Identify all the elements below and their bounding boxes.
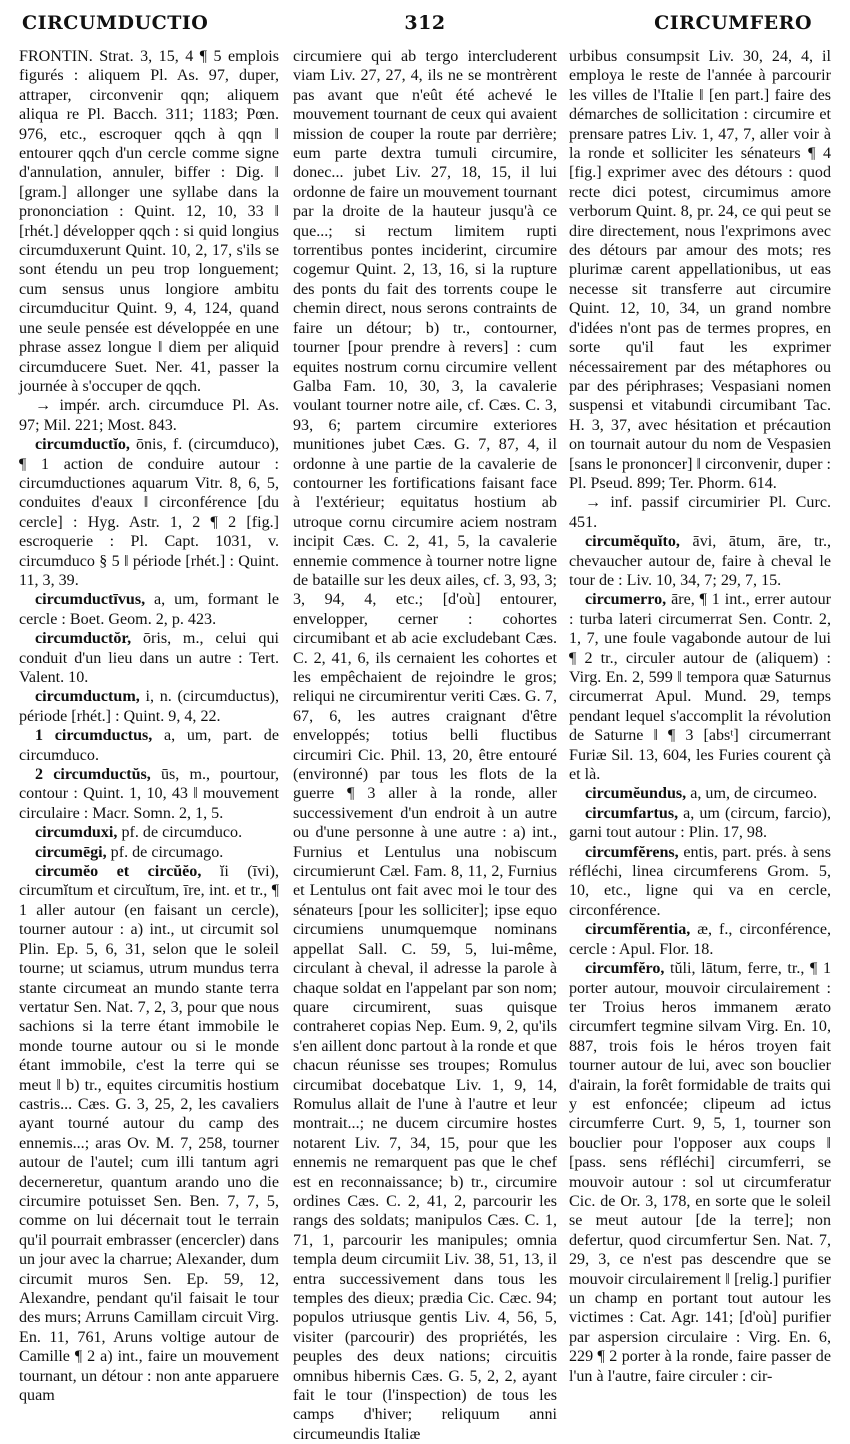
entry-text: → inf. passif circumirier Pl. Curc. 451. <box>569 494 831 531</box>
entry-lemma: circumĕquĭto, <box>585 533 680 551</box>
entry-text: āre, ¶ 1 int., errer autour : turba lateri circumerrat Sen. Contr. 2, 1, 7, une foule vagabonde autour de lui ¶ 2 tr., circuler autour de (aliquem) : Virg. En. 2, 599 ‖ tempora quæ Saturnus circumerrat Apul. Mund. 29, temps pendant lequel s'accomplit la révolution de Saturne ‖ ¶ 3 [absᵗ] circumerrant Furiæ Sil. 13, 604, les Furies courent çà et là. <box>569 591 831 784</box>
column-3 <box>569 47 831 1385</box>
column-2 <box>293 47 557 1443</box>
dictionary-entry <box>569 532 831 590</box>
entry-lemma: circumfĕrens, <box>585 843 679 861</box>
dictionary-entry <box>569 784 831 803</box>
entry-lemma: 2 circumductŭs, <box>35 766 151 784</box>
entry-text: a, um, formant le cercle : Boet. Geom. 2, p. 423. <box>19 591 279 628</box>
entry-lemma: circumfĕro, <box>585 960 665 978</box>
dictionary-entry <box>569 804 831 843</box>
entry-text: æ, f., circonférence, cercle : Apul. Flor. 18. <box>569 921 831 958</box>
left-running-headword: CIRCUMDUCTIO <box>22 12 209 34</box>
entry-text: FRONTIN. Strat. 3, 15, 4 ¶ 5 emplois figurés : aliquem Pl. As. 97, duper, attraper, circonvenir qqn; aliquem aliqua re Pl. Bacch. 311; 1183; Pœn. 976, etc., escroquer qqch à qqn ‖ entourer qqch d'un cercle comme signe d'annulation, annuler, biffer : Dig. ‖ [gram.] allonger une syllabe dans la prononciation : Quint. 12, 10, 33 ‖ [rhét.] développer qqch : si quid longius circumduxerunt Quint. 10, 2, 17, s'ils se sont étendu un peu trop longuement; cum sensus unus longiore ambitu circumducitur Quint. 9, 4, 124, quand une seule pensée est développée en une phrase assez longue ‖ diem per aliquid circumducere Suet. Ner. 41, passer la journée à s'occuper de qqch. <box>19 48 279 395</box>
dictionary-entry <box>19 435 279 590</box>
dictionary-entry <box>19 843 279 862</box>
dictionary-entry <box>19 47 279 396</box>
dictionary-entry <box>569 590 831 784</box>
entry-lemma: circumĕo et circŭĕo, <box>35 863 202 881</box>
dictionary-entry <box>293 47 557 1444</box>
entry-lemma: circumfĕrentia, <box>585 921 691 939</box>
entry-text: tŭli, lātum, ferre, tr., ¶ 1 porter autour, mouvoir circulairement : ter Troius heros immanem ærato circumfert tegmine silvam Virg. En. 10, 887, trois fois le héros troyen fait tourner autour de lui, avec son bouclier d'airain, la forêt formidable de traits qui y est enfoncée; clipeum ad ictus circumferre Curt. 9, 5, 1, tourner son bouclier pour l'opposer aux coups ‖ [pass. sens réfléchi] circumferri, se mouvoir autour : sol ut circumferatur Cic. de Or. 3, 178, en sorte que le soleil se meut autour [de la terre]; non defertur, quod circumfertur Sen. Nat. 7, 29, 3, ce n'est pas descendre que se mouvoir circulairement ‖ [relig.] purifier un champ en portant tout autour les victimes : Cat. Agr. 141; [d'où] purifier par aspersion circulaire : Virg. En. 6, 229 ¶ 2 porter à la ronde, faire passer de l'un à l'autre, faire circuler : cir- <box>569 960 831 1385</box>
entry-text: a, um, de circumeo. <box>686 785 818 803</box>
entry-text: ūs, m., pourtour, contour : Quint. 1, 10, 43 ‖ mouvement circulaire : Macr. Somn. 2, 1, 5. <box>19 766 279 822</box>
entry-text: ĭi (īvi), circumĭtum et circuĭtum, īre, int. et tr., ¶ 1 aller autour (en faisant un cercle), tourner autour : a) int., ut circumit sol Plin. Ep. 5, 6, 31, selon que le soleil tourne; ut sciamus, utrum mundus terra stante circumeat an mundo stante terra vertatur Sen. Nat. 7, 2, 3, pour que nous sachions si la terre étant immobile le monde tourne autour ou si le monde étant immobile, c'est la terre qui se meut ‖ b) tr., equites circumitis hostium castris... Cæs. G. 3, 25, 2, les cavaliers ayant tourné autour du camp des ennemis...; aras Ov. M. 7, 258, tourner autour de l'autel; cum illi tantum agri decerneretur, quantum arando uno die circumire potuisset Sen. Ben. 7, 7, 5, comme on lui décernait tout le terrain qu'il pourrait embrasser (encercler) dans un jour avec la charrue; Alexander, dum circumit muros Sen. Ep. 59, 12, Alexandre, pendant qu'il faisait le tour des murs; Arruns Camillam circuit Virg. En. 11, 761, Aruns voltige autour de Camille ¶ 2 a) int., faire un mouvement tournant, un détour : non ante apparuere quam <box>19 863 279 1405</box>
entry-text: entis, part. prés. à sens réfléchi, linea circumferens Grom. 5, 10, etc., ligne qui va en cercle, circonférence. <box>569 843 831 919</box>
entry-text: circumiere qui ab tergo intercluderent viam Liv. 27, 27, 4, ils ne se montrèrent pas avant que n'eût été achevé le mouvement tournant de ceux qui avaient mission de couper la route par derrière; eum parte dextra tumuli circumire, donec... jubet Liv. 27, 18, 15, il lui ordonne de faire un mouvement tournant par la droite de la hauteur jusqu'à ce que...; si rectum limitem rupti torrentibus pontes inciderint, circumire cogemur Quint. 2, 13, 16, si la rupture des ponts du fait des torrents coupe le chemin direct, nous serons contraints de faire un détour; b) tr., contourner, tourner [pour prendre à revers] : cum equites nostrum cornu circumire vellent Galba Fam. 10, 30, 3, la cavalerie voulant tourner notre aile, cf. Cæs. C. 3, 93, 6; partem circumire exteriores munitiones jubet Cæs. G. 7, 87, 4, il ordonne à une partie de la cavalerie de contourner les fortifications faisant face à l'extérieur; equitatus hostium ab utroque cornu circumire aciem nostram incipit Cæs. C. 2, 41, 5, la cavalerie ennemie commence à tourner notre ligne de bataille sur les deux ailes, cf. 3, 93, 3; 3, 94, 4, etc.; [d'où] entourer, envelopper, cerner : cohortes circumibant et ab acie excludebant Cæs. C. 2, 41, 6, ils cernaient les cohortes et les empêchaient de rejoindre le gros; reliqui ne circumirentur veriti Cæs. G. 7, 67, 6, les autres craignant d'être enveloppés; totius belli fluctibus circumiri Cic. Phil. 13, 20, être entouré (environné) par tous les flots de la guerre ¶ 3 aller à la ronde, aller successivement d'un endroit à un autre ou d'une personne à une autre : a) int., Furnius et Lentulus una nobiscum circumierunt Cæl. Fam. 8, 11, 2, Furnius et Lentulus ont fait avec moi le tour des sénateurs [pour les solliciter]; ipse equo circumiens unumquemque nominans appellat Sall. C. 59, 5, lui-même, circulant à cheval, il adresse la parole à chaque soldat en l'appelant par son nom; quare circumirent, suas quisque contraheret copias Nep. Eum. 9, 2, qu'ils s'en aillent donc partout à la ronde et que chacun réunisse ses troupes; Romulus circumibat docebatque Liv. 1, 9, 14, Romulus allait de l'une à l'autre et leur montrait...; ne ducem circumire hostes notarent Liv. 7, 34, 15, pour que les ennemis ne remarquent pas que le chef est en reconnaissance; b) tr., circumire ordines Cæs. C. 2, 41, 2, parcourir les rangs des soldats; manipulos Cæs. C. 1, 71, 1, parcourir les manipules; omnia templa deum circumiit Liv. 38, 51, 13, il entra successivement dans tous les temples des dieux; prædia Cic. Cæc. 94; populos utriusque gentis Liv. 4, 56, 5, visiter (parcourir) des propriétés, les peuples des deux nations; circuitis omnibus hibernis Cæs. G. 5, 2, 2, ayant fait le tour (l'inspection) de tous les camps d'hiver; reliquum anni circumeundis Italiæ <box>293 48 557 1443</box>
entry-lemma: circumduxi, <box>35 824 118 842</box>
entry-text: ōnis, f. (circumduco), ¶ 1 action de conduire autour : circumductiones aquarum Vitr. 8, 6, 5, conduites d'eaux ‖ circonférence [du cercle] : Hyg. Astr. 1, 2 ¶ 2 [fig.] escroquerie : Pl. Capt. 1031, v. circumduco § 5 ‖ période [rhét.] : Quint. 11, 3, 39. <box>19 436 279 589</box>
entry-lemma: circumductŏr, <box>35 630 132 648</box>
entry-text: āvi, ātum, āre, tr., chevaucher autour de, faire à cheval le tour de : Liv. 10, 34, 7; 29, 7, 15. <box>569 533 831 589</box>
entry-text: ōris, m., celui qui conduit d'un lieu dans un autre : Tert. Valent. 10. <box>19 630 279 686</box>
entry-text: a, um (circum, farcio), garni tout autour : Plin. 17, 98. <box>569 804 831 842</box>
dictionary-entry <box>569 843 831 921</box>
entry-lemma: circumēgi, <box>35 843 107 861</box>
page-number: 312 <box>404 12 446 34</box>
column-1 <box>19 47 279 1405</box>
dictionary-entry <box>19 687 279 726</box>
entry-text: i, n. (circumductus), période [rhét.] : Quint. 9, 4, 22. <box>19 688 279 725</box>
dictionary-entry <box>569 47 831 493</box>
dictionary-entry <box>569 493 831 532</box>
dictionary-entry <box>19 726 279 765</box>
right-running-headword: CIRCUMFERO <box>654 12 812 34</box>
dictionary-entry <box>19 590 279 629</box>
page-header <box>0 0 850 44</box>
entry-text: a, um, part. de circumduco. <box>19 727 279 764</box>
dictionary-entry <box>19 629 279 687</box>
dictionary-entry <box>19 862 279 1405</box>
entry-text: pf. de circumduco. <box>117 824 243 842</box>
entry-lemma: 1 circumductus, <box>35 727 153 745</box>
dictionary-entry <box>19 396 279 435</box>
entry-lemma: circumductīvus, <box>35 591 146 609</box>
entry-lemma: circumductum, <box>35 688 140 706</box>
entry-lemma: circumerro, <box>585 591 667 609</box>
dictionary-entry <box>569 959 831 1386</box>
entry-lemma: circumfartus, <box>585 804 679 822</box>
entry-text: urbibus consumpsit Liv. 30, 24, 4, il employa le reste de l'année à parcourir les villes de l'Italie ‖ [en part.] faire des démarches de sollicitation : circumire et prensare patres Liv. 1, 47, 7, aller voir à la ronde et solliciter les sénateurs ¶ 4 [fig.] exprimer avec des détours : quod recte dici potest, circumimus amore verborum Quint. 8, pr. 24, ce qui peut se dire directement, nous l'exprimons avec des détours par amour des mots; res plurimæ carent appellationibus, ut eas necesse sit transferre aut circumire Quint. 12, 10, 34, un grand nombre d'idées n'ont pas de termes propres, en sorte qu'il faut les exprimer nécessairement par des métaphores ou par des périphrases; Vespasiani nomen suspensi et vitabundi circumibant Tac. H. 3, 37, avec hésitation et précaution on tournait autour du nom de Vespasien [sans le prononcer] ‖ circonvenir, duper : Pl. Pseud. 899; Ter. Phorm. 614. <box>569 48 831 492</box>
entry-text: pf. de circumago. <box>106 843 224 861</box>
entry-lemma: circumĕundus, <box>585 785 687 803</box>
entry-lemma: circumductĭo, <box>35 436 130 454</box>
dictionary-entry <box>19 823 279 842</box>
dictionary-entry <box>19 765 279 823</box>
dictionary-entry <box>569 920 831 959</box>
entry-text: → impér. arch. circumduce Pl. As. 97; Mil. 221; Most. 843. <box>19 397 279 434</box>
